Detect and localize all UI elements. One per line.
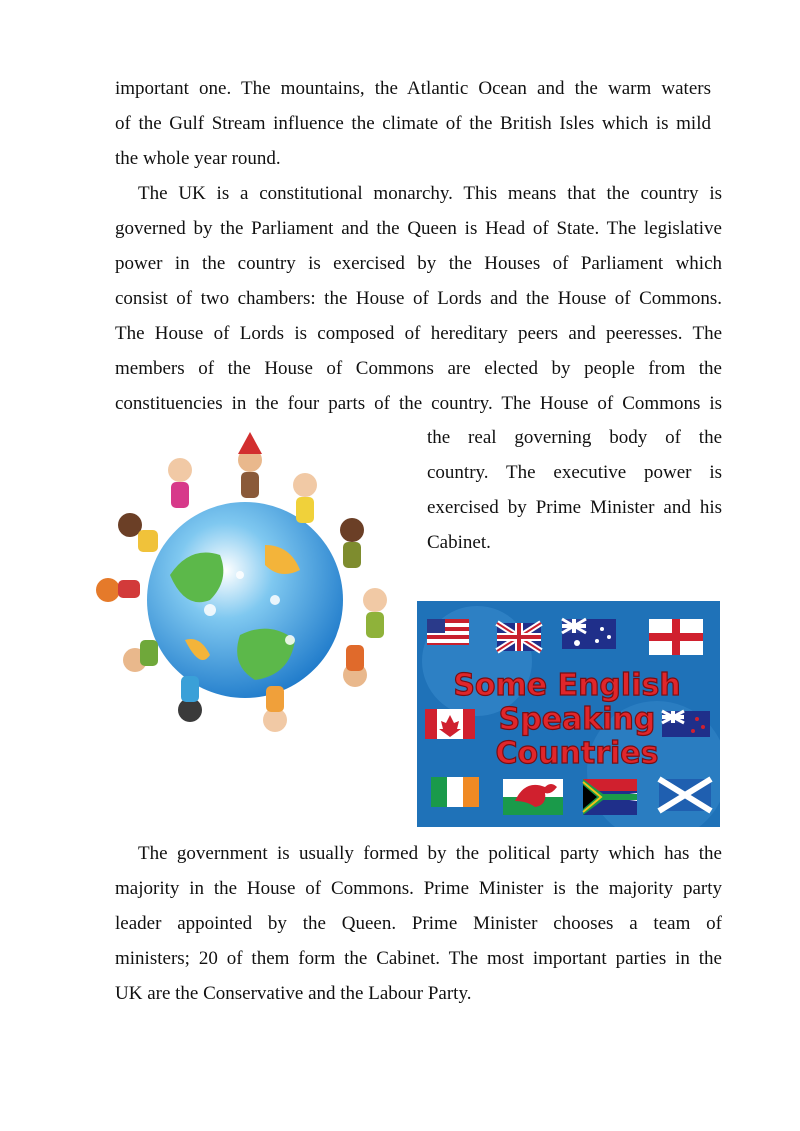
australia-flag-icon — [562, 619, 616, 649]
text-line: UK are the Conservative and the Labour Party. — [115, 983, 472, 1004]
flags-banner-graphic — [417, 601, 720, 827]
english-speaking-countries-image — [417, 601, 720, 827]
text-line: The government is usually formed by the political party which has the — [138, 843, 722, 864]
ireland-flag-icon — [431, 777, 479, 807]
new-zealand-flag-icon — [662, 711, 710, 737]
text-line: The House of Lords is composed of hereditary peers and peeresses. The — [115, 323, 722, 344]
south-africa-flag-icon — [583, 779, 637, 815]
canada-flag-icon — [425, 709, 475, 739]
text-line: constituencies in the four parts of the country. The House of Commons is — [115, 393, 722, 414]
banner-line-1: Some English — [453, 668, 681, 703]
text-line: Cabinet. — [427, 532, 491, 553]
england-flag-icon — [649, 619, 703, 655]
usa-flag-icon — [427, 619, 469, 645]
text-line: governed by the Parliament and the Queen is Head of State. The legislative — [115, 218, 722, 239]
text-line: members of the House of Commons are elected by people from the — [115, 358, 722, 379]
text-line: the whole year round. — [115, 148, 281, 169]
text-line: important one. The mountains, the Atlantic Ocean and the warm waters — [115, 78, 711, 99]
text-line: ministers; 20 of them form the Cabinet. The most important parties in the — [115, 948, 722, 969]
text-line: power in the country is exercised by the Houses of Parliament which — [115, 253, 722, 274]
uk-flag-icon — [497, 623, 541, 651]
text-line: leader appointed by the Queen. Prime Minister chooses a team of — [115, 913, 722, 934]
wales-flag-icon — [503, 779, 563, 815]
text-line: consist of two chambers: the House of Lords and the House of Commons. — [115, 288, 722, 309]
text-line: the real governing body of the — [427, 427, 722, 448]
banner-line-3: Countries — [495, 736, 659, 771]
banner-line-2: Speaking — [498, 702, 656, 737]
globe-children-illustration — [90, 425, 400, 745]
text-line: The UK is a constitutional monarchy. This means that the country is — [138, 183, 722, 204]
text-line: majority in the House of Commons. Prime Minister is the majority party — [115, 878, 722, 899]
scotland-flag-icon — [659, 779, 711, 811]
text-line: exercised by Prime Minister and his — [427, 497, 722, 518]
text-line: of the Gulf Stream influence the climate of the British Isles which is mild — [115, 113, 711, 134]
text-line: country. The executive power is — [427, 462, 722, 483]
